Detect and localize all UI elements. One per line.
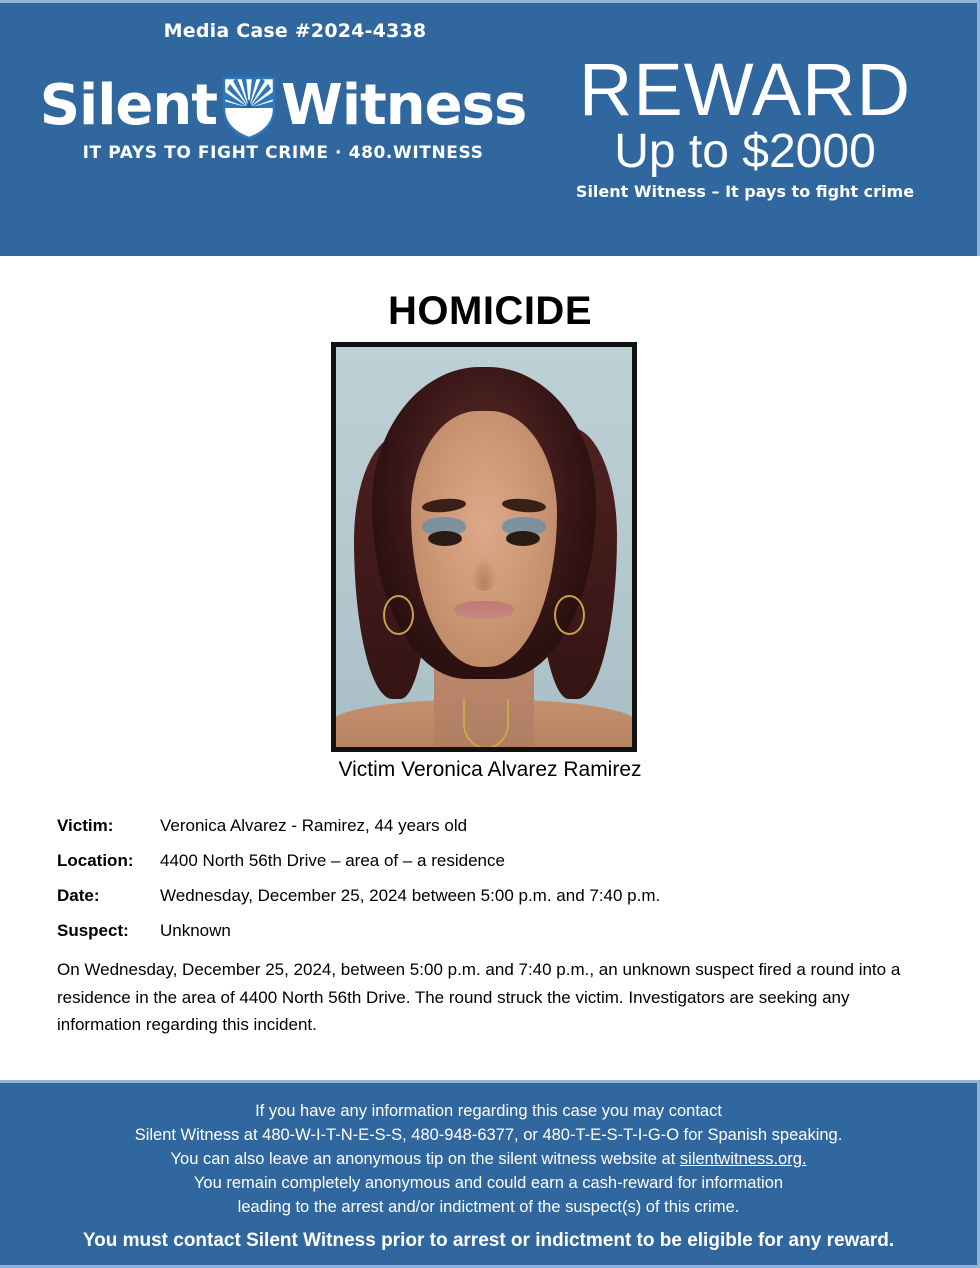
logo-word-silent: Silent: [39, 73, 218, 138]
page-title: HOMICIDE: [388, 289, 592, 333]
detail-value: Unknown: [160, 921, 231, 940]
detail-value: Wednesday, December 25, 2024 between 5:00 p.m. and 7:40 p.m.: [160, 886, 661, 905]
reward-block: [540, 48, 950, 201]
case-details: [57, 816, 917, 956]
footer-line-1: If you have any information regarding this case you may contact: [255, 1102, 722, 1120]
silent-witness-wordmark: [39, 73, 527, 138]
arizona-shield-icon: [221, 75, 277, 141]
silent-witness-logo: [39, 73, 527, 185]
poster-body: [0, 256, 980, 1080]
incident-narrative: On Wednesday, December 25, 2024, between 5:00 p.m. and 7:40 p.m., an unknown suspect fired a round into a residence in the area of 4400 North 56th Drive. The round struck the victim. Investigators are seeking any information regarding this incident.: [57, 960, 901, 1035]
detail-value: 4400 North 56th Drive – area of – a residence: [160, 851, 505, 870]
footer-line-3: [0, 1148, 977, 1172]
poster-footer: [0, 1080, 980, 1268]
footer-eligibility-notice: You must contact Silent Witness prior to arrest or indictment to be eligible for any reward.: [82, 1229, 895, 1251]
reward-subtitle: Silent Witness – It pays to fight crime: [575, 181, 915, 201]
reward-title: REWARD: [578, 48, 912, 131]
footer-line-5: leading to the arrest and/or indictment of the suspect(s) of this crime.: [237, 1197, 740, 1216]
victim-photo-caption: Victim Veronica Alvarez Ramirez: [338, 758, 642, 781]
detail-label: Location:: [57, 851, 134, 870]
detail-label: Date:: [57, 886, 100, 905]
poster-header: [0, 0, 980, 256]
victim-photo: [336, 347, 632, 747]
detail-value: Veronica Alvarez - Ramirez, 44 years old: [160, 816, 468, 835]
detail-label: Victim:: [57, 816, 114, 835]
detail-row-victim: [57, 816, 917, 836]
silentwitness-link[interactable]: silentwitness.org.: [679, 1149, 807, 1168]
detail-row-location: [57, 851, 917, 871]
footer-line-2: Silent Witness at 480-W-I-T-N-E-S-S, 480-948-6377, or 480-T-E-S-T-I-G-O for Spanish speaking.: [134, 1125, 843, 1144]
detail-row-suspect: [57, 921, 917, 941]
footer-line-4: You remain completely anonymous and could earn a cash-reward for information: [193, 1173, 784, 1192]
detail-label: Suspect:: [57, 921, 129, 940]
media-case-number: Media Case #2024-4338: [163, 20, 427, 42]
victim-photo-frame: [331, 342, 637, 752]
footer-line-3-text: You can also leave an anonymous tip on the silent witness website at: [170, 1149, 680, 1168]
detail-row-date: [57, 886, 917, 906]
reward-amount: Up to $2000: [614, 125, 876, 179]
logo-tagline: IT PAYS TO FIGHT CRIME · 480.WITNESS: [82, 143, 484, 163]
logo-word-witness: Witness: [281, 73, 527, 138]
